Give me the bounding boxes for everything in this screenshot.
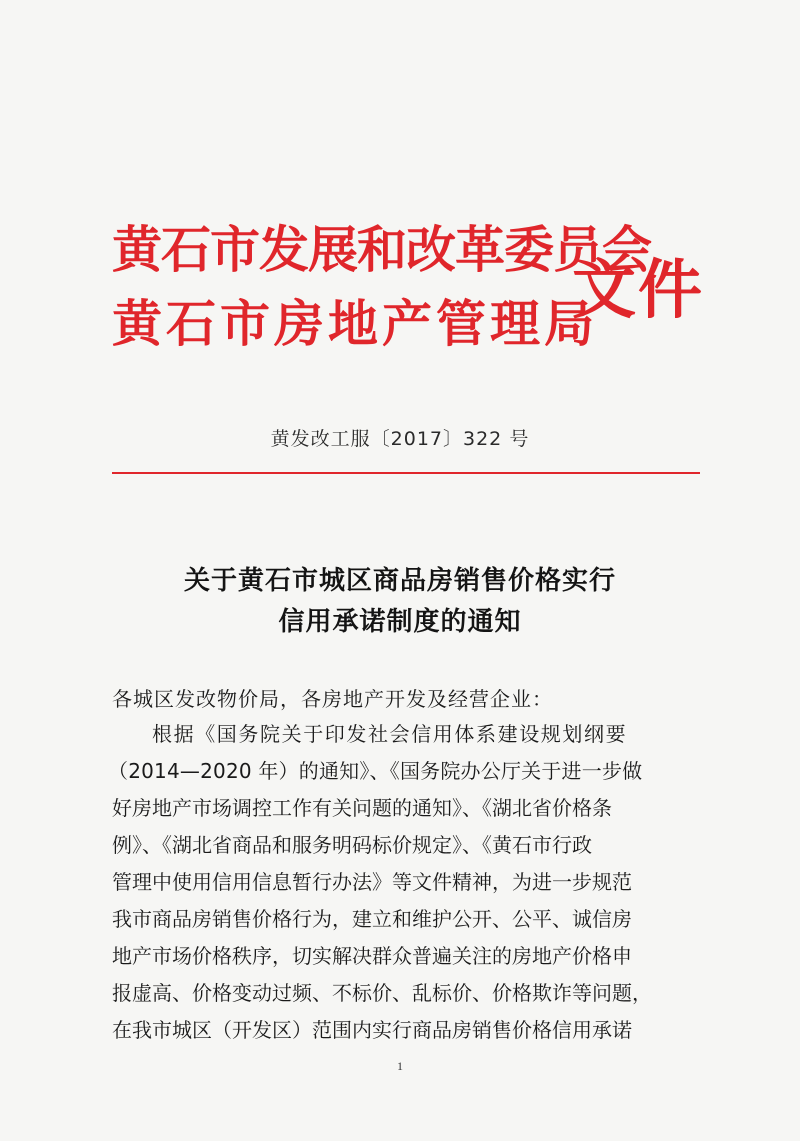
body-line: （2014—2020 年）的通知》、《国务院办公厅关于进一步做 bbox=[108, 759, 643, 783]
document-word: 文件 bbox=[572, 253, 704, 328]
body-line: 管理中使用信用信息暂行办法》等文件精神，为进一步规范 bbox=[112, 870, 632, 894]
body-line: 我市商品房销售价格行为，建立和维护公开、公平、诚信房 bbox=[112, 907, 632, 931]
issuer-line-2: 黄石市房地产管理局 bbox=[112, 294, 598, 353]
red-divider-line bbox=[112, 472, 700, 474]
notice-title-line-2: 信用承诺制度的通知 bbox=[278, 607, 522, 637]
issuer-line-1: 黄石市发展和改革委员会 bbox=[112, 220, 651, 279]
notice-title-line-1: 关于黄石市城区商品房销售价格实行 bbox=[183, 566, 616, 596]
body-line: 例》、《湖北省商品和服务明码标价规定》、《黄石市行政 bbox=[112, 833, 592, 857]
body-line: 地产市场价格秩序，切实解决群众普遍关注的房地产价格申 bbox=[112, 944, 632, 968]
document-header bbox=[112, 220, 704, 372]
salutation: 各城区发改物价局，各房地产开发及经营企业： bbox=[112, 687, 553, 711]
body-line: 在我市城区（开发区）范围内实行商品房销售价格信用承诺 bbox=[112, 1018, 632, 1042]
page-number: 1 bbox=[397, 1059, 403, 1073]
body-line: 根据《国务院关于印发社会信用体系建设规划纲要 bbox=[152, 722, 628, 746]
body-line: 好房地产市场调控工作有关问题的通知》、《湖北省价格条 bbox=[112, 796, 612, 820]
body-line: 报虚高、价格变动过频、不标价、乱标价、价格欺诈等问题， bbox=[112, 981, 652, 1005]
document-number: 黄发改工服〔2017〕322 号 bbox=[270, 428, 530, 450]
